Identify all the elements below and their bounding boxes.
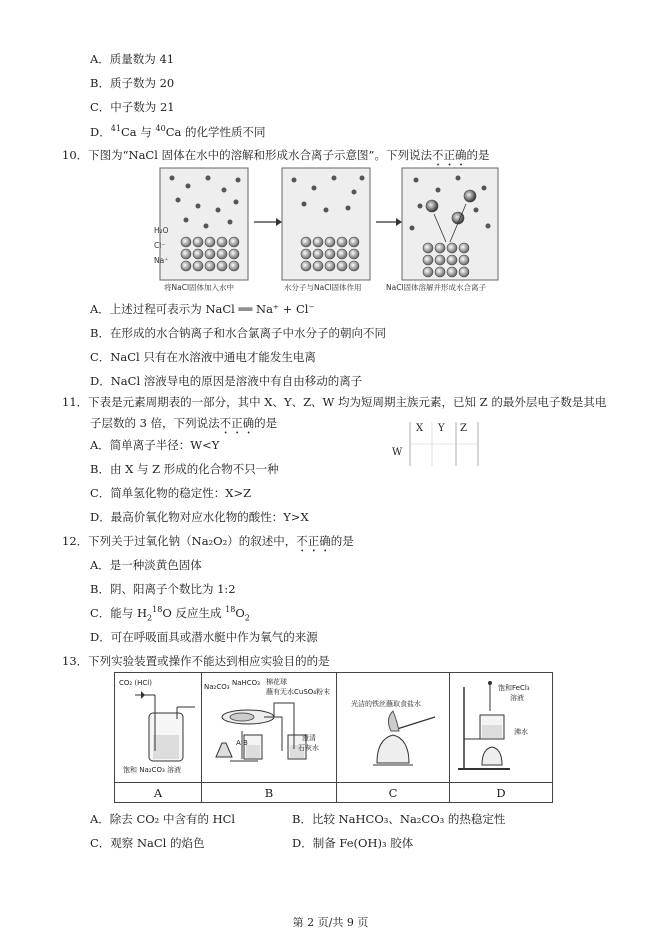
col-label-c: C — [337, 783, 450, 803]
label-cl: Cl⁻ — [154, 241, 166, 250]
q11-option-a: A．简单离子半径：W<Y — [90, 438, 220, 452]
q13-option-c: C．观察 NaCl 的焰色 — [90, 836, 205, 850]
cell-b-ab: A B — [236, 739, 248, 747]
q12-option-c: C．能与 $H_2^{18}O$ 反应生成 $^{18}O_2$ — [90, 605, 250, 623]
table-cell-z: Z — [460, 423, 467, 434]
fig-caption-3: NaCl固体溶解并形成水合离子 — [386, 283, 487, 292]
q11-stem-line1: 11．下表是元素周期表的一部分，其中 X、Y、Z、W 均为短周期主族元素，已知 Z 的最外层电子数是其电 — [62, 395, 607, 409]
q11-option-c: C．简单氢化物的稳定性：X>Z — [90, 486, 252, 500]
q10-stem: 10．下图为“NaCl 固体在水中的溶解和形成水合离子示意图”。下列说法不正确的是 — [62, 148, 490, 162]
q10-figure — [154, 166, 502, 296]
cell-a-label: CO₂ (HCl) — [119, 679, 152, 687]
cell-d-water: 沸水 — [514, 728, 528, 736]
fig-caption-1: 将NaCl固体加入水中 — [164, 283, 235, 292]
dissolution-diagram — [158, 166, 502, 296]
q12-option-d: D．可在呼吸面具或潜水艇中作为氧气的来源 — [90, 630, 318, 644]
cell-c-label: 光洁的铁丝蘸取食盐水 — [351, 700, 421, 708]
q10-option-c: C．NaCl 只有在水溶液中通电才能发生电离 — [90, 350, 316, 364]
q11-option-d: D．最高价氧化物对应水化物的酸性：Y>X — [90, 510, 309, 524]
label-na: Na⁺ — [154, 256, 169, 265]
q13-option-b: B．比较 NaHCO₃、Na₂CO₃ 的热稳定性 — [292, 812, 506, 826]
table-cell-x: X — [416, 423, 424, 434]
q11-option-b: B．由 X 与 Z 形成的化合物不只一种 — [90, 462, 279, 476]
cell-b-na2co3: Na₂CO₃ — [204, 683, 230, 691]
q9-option-b: B．质子数为 20 — [90, 76, 175, 90]
q13-stem: 13．下列实验装置或操作不能达到相应实验目的的是 — [62, 654, 330, 668]
cell-d-solution: 溶液 — [510, 694, 524, 702]
q13-option-a: A．除去 CO₂ 中含有的 HCl — [90, 812, 236, 826]
col-label-b: B — [202, 783, 337, 803]
q11-stem-line2: 子层数的 3 倍，下列说法不正确的是 — [90, 416, 278, 430]
cell-d-fecl3: 饱和FeCl₃ — [498, 684, 530, 692]
fig-caption-2: 水分子与NaCl固体作用 — [284, 283, 362, 292]
col-label-a: A — [115, 783, 202, 803]
q10-option-a: A．上述过程可表示为 NaCl ══ Na⁺ + Cl⁻ — [90, 302, 315, 316]
q12-option-a: A．是一种淡黄色固体 — [90, 558, 202, 572]
cell-b-limewater: 石灰水 — [298, 744, 319, 752]
q9-option-a: A．质量数为 41 — [90, 52, 175, 66]
q9-option-c: C．中子数为 21 — [90, 100, 175, 114]
experiment-table — [114, 672, 553, 803]
col-label-d: D — [450, 783, 553, 803]
page-footer: 第 2 页/共 9 页 — [292, 916, 369, 929]
q9-option-d: D．$^{41}$Ca 与 $^{40}$Ca 的化学性质不同 — [90, 124, 266, 139]
label-h2o: H₂O — [154, 226, 169, 235]
q10-option-d: D．NaCl 溶液导电的原因是溶液中有自由移动的离子 — [90, 374, 363, 388]
table-cell-w: W — [392, 447, 403, 458]
q12-stem: 12．下列关于过氧化钠（Na₂O₂）的叙述中，不正确的是 — [62, 534, 354, 548]
cell-a-figure — [115, 673, 202, 783]
cell-a-solution: 饱和 Na₂CO₃ 溶液 — [123, 766, 181, 774]
gas-washing-bottle — [115, 673, 201, 779]
q10-option-b: B．在形成的水合钠离子和水合氯离子中水分子的朝向不同 — [90, 326, 386, 340]
cell-b-cotton: 棉花球 — [266, 678, 287, 686]
q13-option-d: D．制备 Fe(OH)₃ 胶体 — [292, 836, 414, 850]
flame-test-apparatus — [337, 673, 449, 779]
cell-b-clear: 澄清 — [302, 734, 316, 742]
cell-d-figure — [450, 673, 553, 783]
q12-option-b: B．阴、阳离子个数比为 1:2 — [90, 582, 236, 596]
cell-b-nahco3: NaHCO₃ — [232, 679, 260, 687]
cell-b-figure — [202, 673, 337, 783]
cell-b-cuso4: 蘸有无水CuSO₄粉末 — [266, 688, 331, 696]
cell-c-figure — [337, 673, 450, 783]
table-cell-y: Y — [438, 423, 445, 434]
